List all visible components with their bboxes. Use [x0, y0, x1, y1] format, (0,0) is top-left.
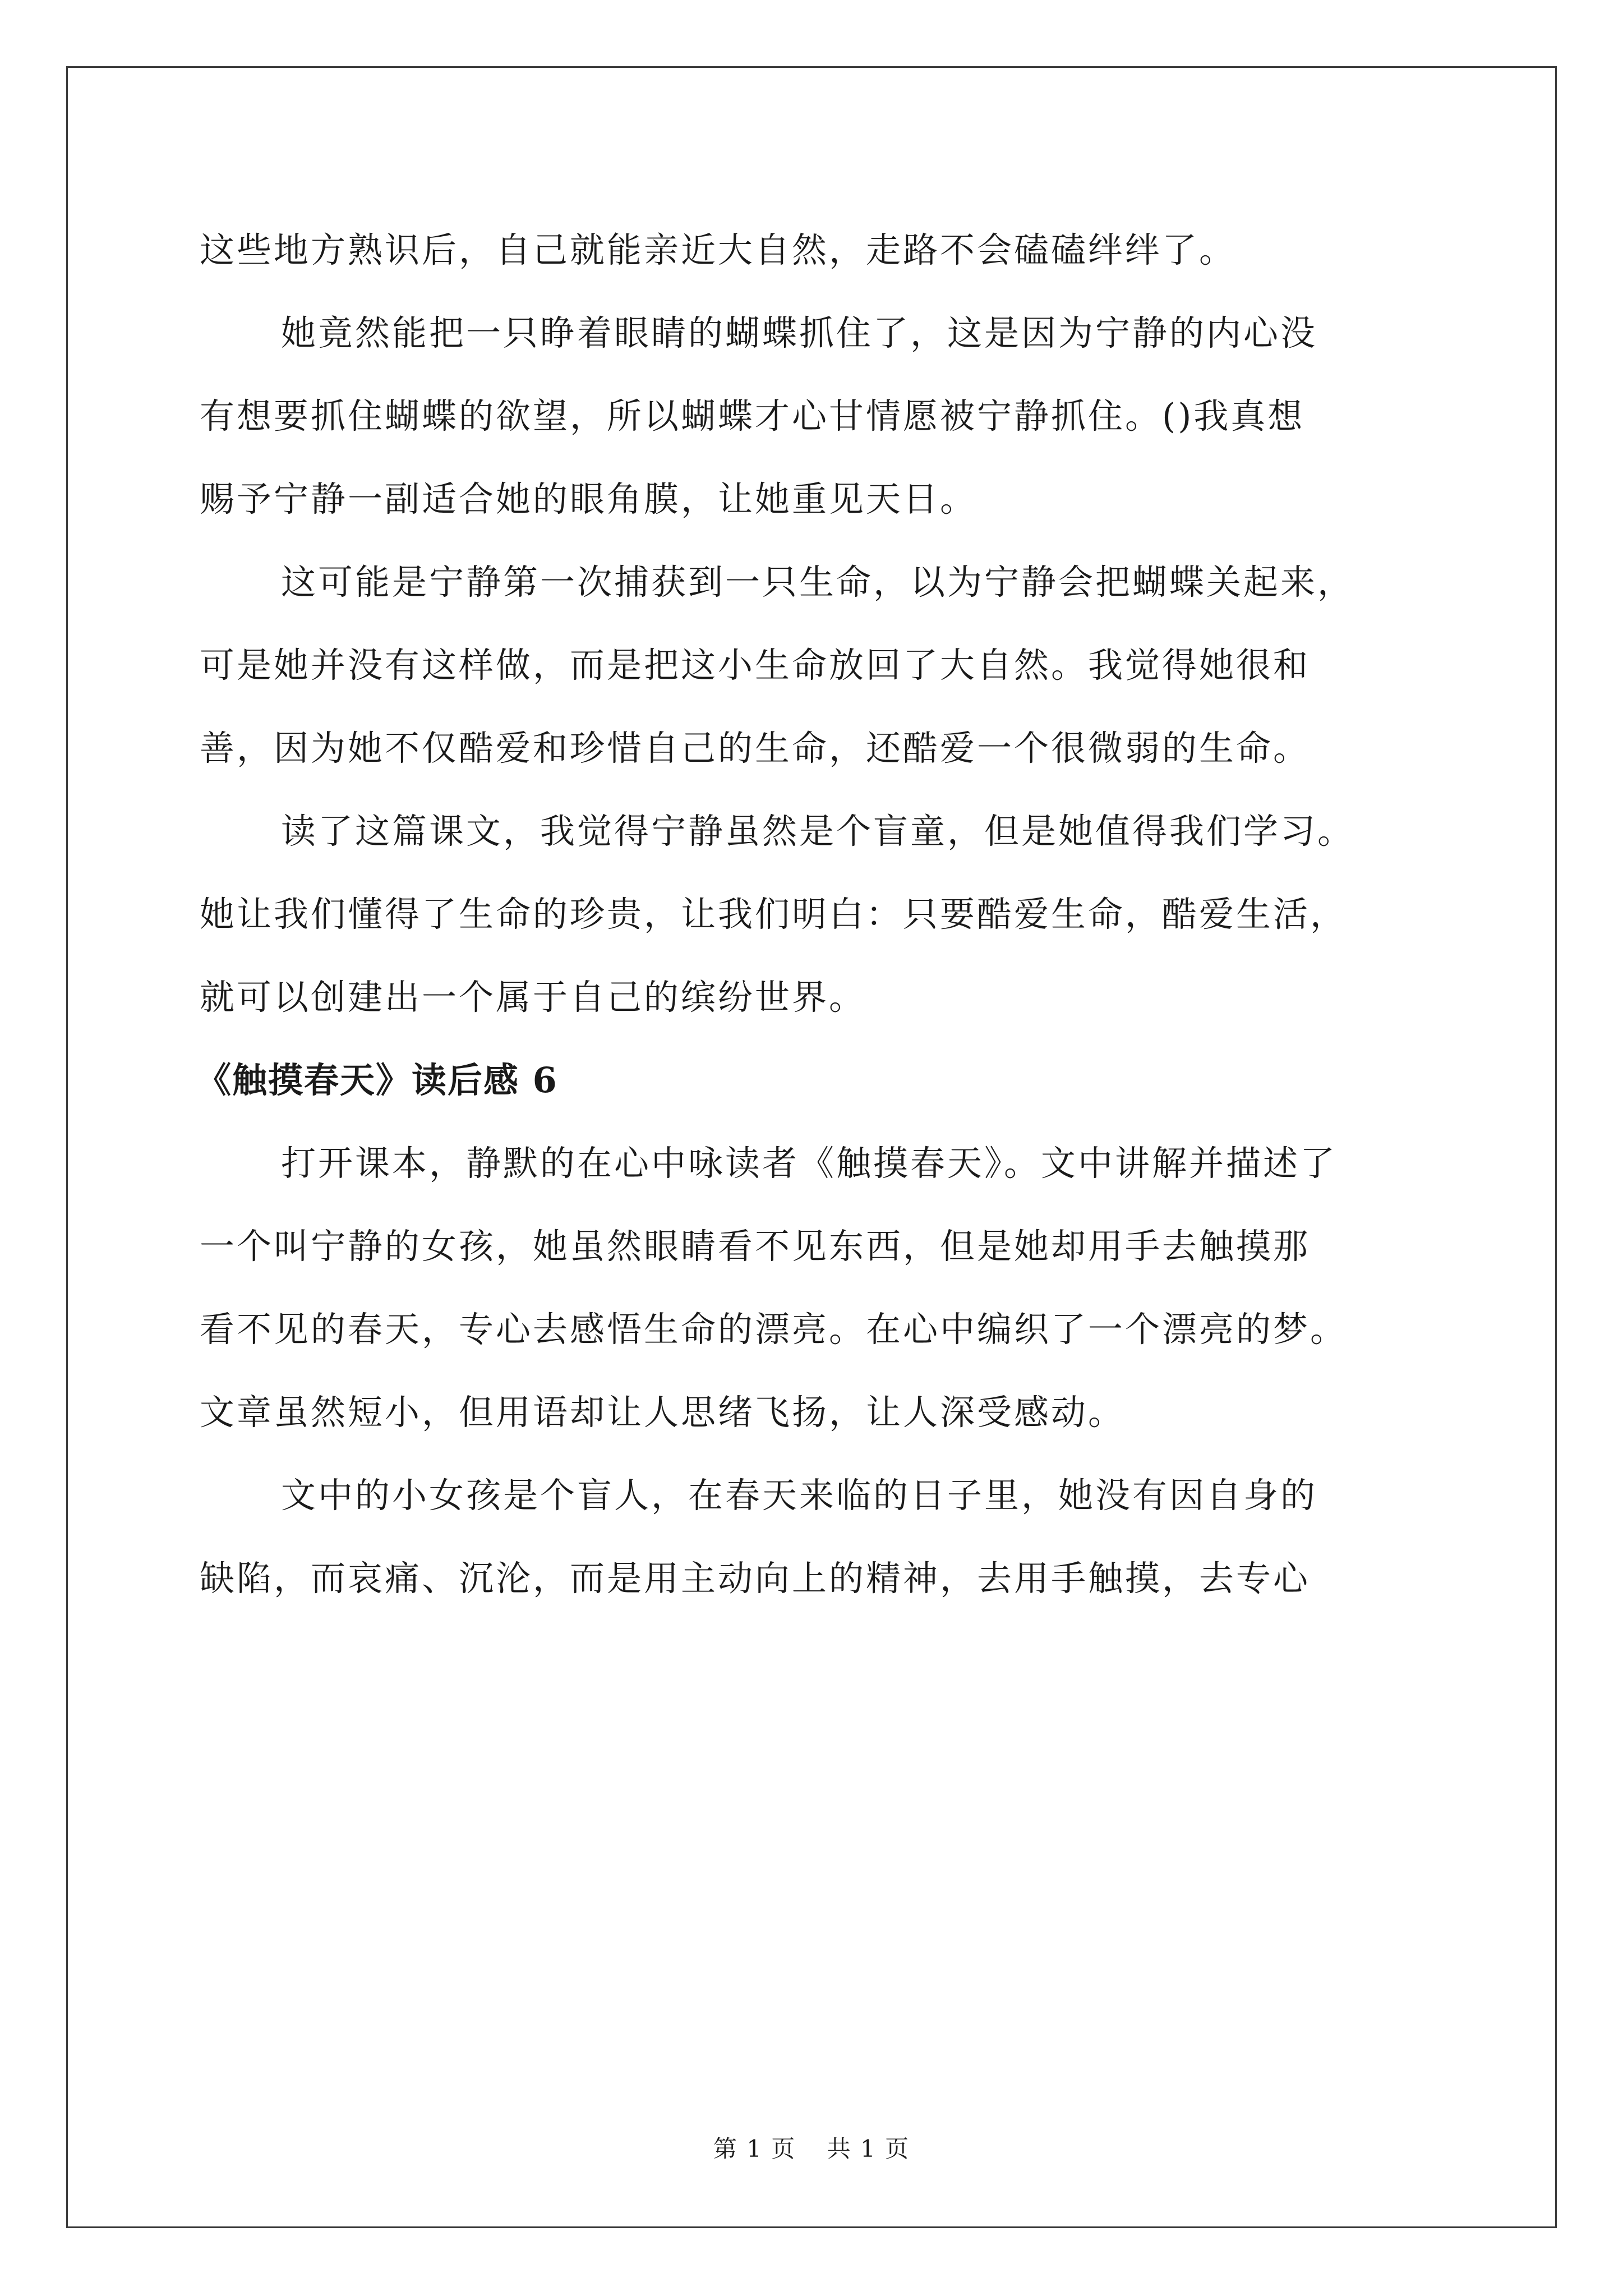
paragraph-line: 她让我们懂得了生命的珍贵，让我们明白：只要酷爱生命，酷爱生活， [200, 894, 1348, 935]
paragraph-line: 这些地方熟识后，自己就能亲近大自然，走路不会磕磕绊绊了。 [200, 229, 1237, 270]
paragraph-line: 文中的小女孩是个盲人，在春天来临的日子里，她没有因自身的 [281, 1475, 1318, 1516]
paragraph-line: 这可能是宁静第一次捕获到一只生命，以为宁静会把蝴蝶关起来， [281, 562, 1355, 602]
paragraph-line: 一个叫宁静的女孩，她虽然眼睛看不见东西，但是她却用手去触摸那 [200, 1226, 1311, 1267]
paragraph-line: 就可以创建出一个属于自己的缤纷世界。 [200, 977, 866, 1018]
page-number: 第 1 页 [713, 2135, 796, 2162]
paragraph-line: 她竟然能把一只睁着眼睛的蝴蝶抓住了，这是因为宁静的内心没 [281, 312, 1318, 353]
paragraph-line: 缺陷，而哀痛、沉沦，而是用主动向上的精神，去用手触摸，去专心 [200, 1558, 1311, 1599]
section-heading: 《触摸春天》读后感 6 [196, 1060, 558, 1101]
paragraph-line: 读了这篇课文，我觉得宁静虽然是个盲童，但是她值得我们学习。 [281, 811, 1355, 852]
paragraph-line: 可是她并没有这样做，而是把这小生命放回了大自然。我觉得她很和 [200, 645, 1311, 685]
paragraph-line: 文章虽然短小，但用语却让人思绪飞扬，让人深受感动。 [200, 1392, 1126, 1433]
document-body [196, 209, 1422, 1620]
page-footer [0, 2131, 1623, 2164]
paragraph-line: 看不见的春天，专心去感悟生命的漂亮。在心中编织了一个漂亮的梦。 [200, 1309, 1348, 1350]
paragraph-line: 有想要抓住蝴蝶的欲望，所以蝴蝶才心甘情愿被宁静抓住。()我真想 [200, 395, 1305, 436]
paragraph-line: 善，因为她不仅酷爱和珍惜自己的生命，还酷爱一个很微弱的生命。 [200, 728, 1311, 769]
page-total: 共 1 页 [827, 2135, 910, 2162]
paragraph-line: 赐予宁静一副适合她的眼角膜，让她重见天日。 [200, 478, 978, 519]
paragraph-line: 打开课本，静默的在心中咏读者《触摸春天》。文中讲解并描述了 [281, 1143, 1338, 1184]
